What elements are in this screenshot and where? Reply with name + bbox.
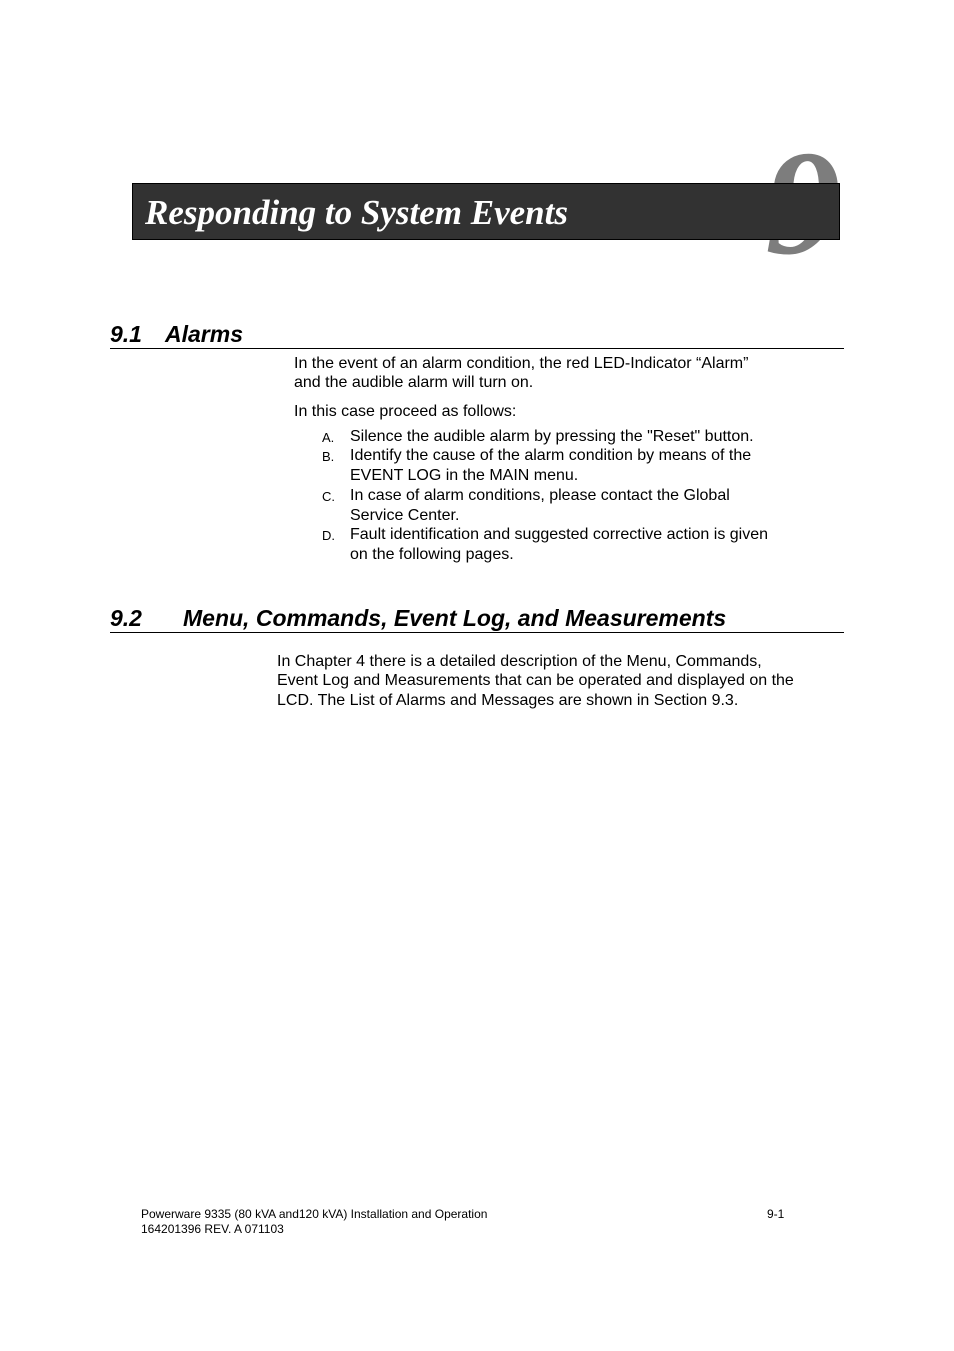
- section-heading-menu: [110, 604, 844, 633]
- list-marker: C.: [322, 489, 335, 504]
- chapter-title: Responding to System Events: [145, 193, 568, 232]
- footer-line-1: Powerware 9335 (80 kVA and120 kVA) Installation and Operation: [141, 1207, 488, 1221]
- chapter-title-bar: [132, 183, 840, 240]
- alarm-intro-line-2: and the audible alarm will turn on.: [294, 374, 534, 391]
- list-text: Fault identification and suggested corrective action is given: [350, 526, 769, 543]
- section-title: Menu, Commands, Event Log, and Measurements: [183, 605, 727, 631]
- list-text: Service Center.: [350, 506, 460, 524]
- list-text: on the following pages.: [350, 545, 514, 563]
- section-number: 9.2: [110, 605, 142, 631]
- list-marker: A.: [322, 430, 335, 445]
- footer-line-2: 164201396 REV. A 071103: [141, 1222, 284, 1236]
- menu-description-line-3: LCD. The List of Alarms and Messages are shown in Section 9.3.: [277, 692, 739, 709]
- proceed-text: In this case proceed as follows:: [294, 403, 517, 420]
- page-number: 9-1: [767, 1207, 785, 1221]
- list-text: In case of alarm conditions, please contact the Global: [350, 487, 730, 504]
- section-heading-alarms: [110, 320, 844, 349]
- list-text: Identify the cause of the alarm condition by means of the: [350, 447, 752, 464]
- list-text: EVENT LOG in the MAIN menu.: [350, 466, 579, 484]
- section-title: Alarms: [165, 321, 243, 347]
- menu-description-line-1: In Chapter 4 there is a detailed description of the Menu, Commands,: [277, 653, 762, 670]
- list-text: Silence the audible alarm by pressing the "Reset" button.: [350, 428, 754, 445]
- list-marker: D.: [322, 528, 335, 543]
- list-marker: B.: [322, 449, 335, 464]
- menu-description-line-2: Event Log and Measurements that can be operated and displayed on the: [277, 672, 794, 689]
- section-number: 9.1: [110, 321, 142, 347]
- alarm-intro-line-1: In the event of an alarm condition, the red LED-Indicator “Alarm”: [294, 355, 749, 372]
